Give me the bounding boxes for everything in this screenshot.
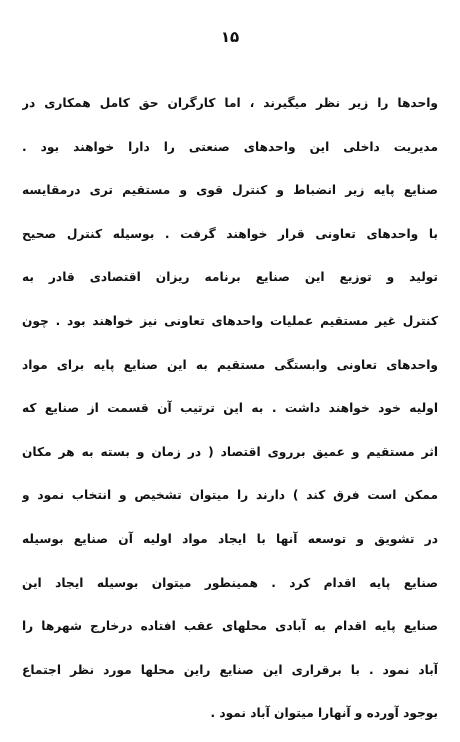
text-line: اولیه خود خواهند داشت . به این ترتیب آن قسمت از صنایع که [22, 401, 438, 416]
body-text [22, 88, 438, 742]
text-line: مدیریت داخلی این واحدهای صنعتی را دارا خواهند بود . [22, 139, 438, 154]
text-line: واحدهای تعاونی وابستگی مستقیم به این صنایع پایه برای مواد [22, 357, 438, 372]
text-line: در تشویق و توسعه آنها با ایجاد مواد اولیه آن صنایع بوسیله [22, 531, 438, 546]
text-line: واحدها را زیر نظر میگیرند ، اما کارگران حق کامل همکاری در [22, 96, 438, 110]
text-line: کنترل غیر مستقیم عملیات واحدهای تعاونی نیز خواهند بود . چون [22, 313, 438, 328]
text-line: اثر مستقیم و عمیق برروی اقتصاد ( در زمان و بسته به هر مکان [22, 444, 438, 459]
text-line: ممکن است فرق کند ) دارند را میتوان تشخیص و انتخاب نمود و [22, 488, 438, 503]
text-line: با واحدهای تعاونی قرار خواهند گرفت . بوسیله کنترل صحیح [22, 226, 438, 241]
text-line: صنایع پایه اقدام کرد . همینطور میتوان بوسیله ایجاد این [22, 575, 438, 590]
text-line: بوجود آورده و آنهارا میتوان آباد نمود . [210, 706, 438, 721]
text-line: آباد نمود . با برقراری این صنایع راین محلها مورد نظر اجتماع [22, 662, 438, 677]
text-line: صنایع پایه زیر انضباط و کنترل قوی و مستقیم تری درمقایسه [22, 183, 438, 198]
text-line: صنایع پایه اقدام به آبادی محلهای عقب افتاده درخارج شهرها را [22, 619, 438, 634]
text-line: تولید و توزیع این صنایع برنامه ریزان اقتصادی قادر به [22, 270, 438, 285]
page-number: ۱۵ [220, 28, 240, 46]
